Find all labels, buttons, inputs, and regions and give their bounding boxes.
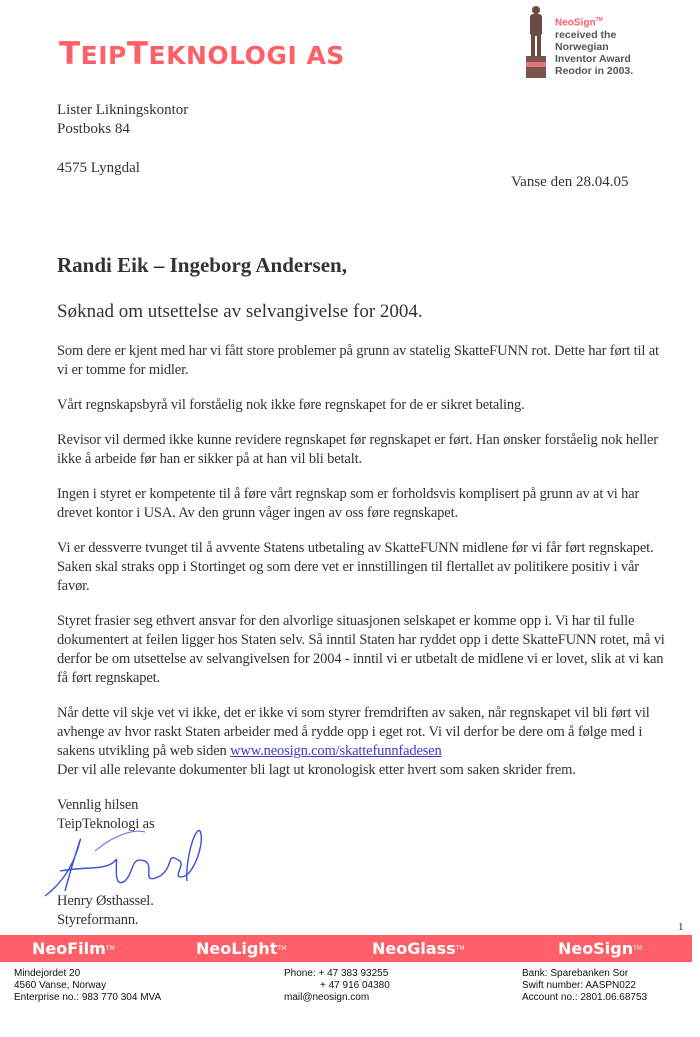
signature-icon xyxy=(35,826,667,892)
footer-line: Mindejordet 20 xyxy=(14,968,81,979)
award-line: Norwegian xyxy=(555,41,609,54)
letter-subject: Søknad om utsettelse av selvangivelse for 2004. xyxy=(57,301,423,322)
brand-neolight: NeoLight™ xyxy=(196,939,287,958)
award-badge xyxy=(524,4,633,80)
recipient-address xyxy=(57,101,188,139)
logo-text: EKNOLOGI AS xyxy=(148,41,345,70)
letter-date: Vanse den 28.04.05 xyxy=(511,174,629,190)
paragraph-with-link xyxy=(57,704,667,780)
signer-title: Styreformann. xyxy=(57,912,139,928)
paragraph: Vårt regnskapsbyrå vil forståelig nok ikke føre regnskapet for de er sikret betaling. xyxy=(57,397,525,413)
footer-line: Phone: + 47 383 93255 xyxy=(284,968,389,979)
paragraph: Som dere er kjent med har vi fått store problemer på grunn av statelig SkatteFUNN rot. Dette har ført til at vi er tomme for midler. xyxy=(57,343,659,378)
recipient-line: Lister Likningskontor xyxy=(57,102,189,118)
paragraph: Styret frasier seg ethvert ansvar for den alvorlige situasjonen selskapet er komme opp i. Vi har til fulle dokumentert at feilen ligger hos Staten selv. Så inntil Staten har ryddet opp i dette SkatteFUNN rotet, må vi derfor be om utsettelse av selvangivelsen for 2004 - inntil vi er utbetalt de midlene vi er lovet, slik at vi kan få ført regnskapet. xyxy=(57,613,665,686)
footer-contact xyxy=(284,968,390,1004)
paragraph: Revisor vil dermed ikke kunne revidere regnskapet før regnskapet er ført. Han ønsker forståelig nok heller ikke å arbeide før han er sikker på at han vil bli betalt. xyxy=(57,432,658,467)
paragraph: Ingen i styret er kompetente til å føre vårt regnskap som er forholdsvis komplisert på grunn av at vi har drevet kontor i USA. Av den grunn våger ingen av oss føre regnskapet. xyxy=(57,486,640,521)
logo-letter: T xyxy=(59,36,81,72)
greeting: Vennlig hilsen xyxy=(57,797,139,813)
website-link[interactable]: www.neosign.com/skattefunnfadesen xyxy=(230,743,442,759)
award-line: Reodor in 2003. xyxy=(555,65,634,78)
footer-email: mail@neosign.com xyxy=(284,992,370,1003)
logo-text: EIP xyxy=(80,41,127,70)
paragraph-text: Der vil alle relevante dokumenter bli lagt ut kronologisk etter hvert som saken skrider frem. xyxy=(57,762,576,778)
award-line: received the xyxy=(555,29,617,42)
letter-heading: Randi Eik – Ingeborg Andersen, xyxy=(57,253,347,277)
brand-neofilm: NeoFilm™ xyxy=(32,939,115,958)
award-line: Inventor Award xyxy=(555,53,631,66)
footer-line: Enterprise no.: 983 770 304 MVA xyxy=(14,992,162,1003)
footer-line: 4560 Vanse, Norway xyxy=(14,980,107,991)
footer-line: + 47 916 04380 xyxy=(320,980,390,991)
footer-line: Swift number: AASPN022 xyxy=(522,980,636,991)
brand-neosign: NeoSign™ xyxy=(558,939,642,958)
brand-neoglass: NeoGlass™ xyxy=(372,939,465,958)
footer-address xyxy=(14,968,161,1004)
recipient-city: 4575 Lyngdal xyxy=(57,160,140,176)
footer-bank xyxy=(522,968,647,1004)
paragraph-text: Når dette vil skje vet vi ikke, det er ikke vi som styrer fremdriften av saken, når regnskapet vil bli ført vil avhenge av hvor raskt Staten arbeider med å rydde opp i eget rot. Vi vil derfor be dere om å følge med i sakens utvikling på web siden xyxy=(57,705,650,759)
footer-line: Account no.: 2801.06.68753 xyxy=(522,992,648,1003)
page-number: 1 xyxy=(678,921,684,933)
signer xyxy=(57,892,667,930)
award-brand: NeoSign™ xyxy=(555,17,603,29)
footer-line: Bank: Sparebanken Sor xyxy=(522,968,629,979)
logo-letter: T xyxy=(126,36,149,72)
signer-name: Henry Østhassel. xyxy=(57,893,154,909)
recipient-line: Postboks 84 xyxy=(57,121,130,137)
brand-band xyxy=(0,935,692,962)
company-logo xyxy=(59,36,345,72)
signing-company: TeipTeknologi as xyxy=(57,816,155,832)
letter-body xyxy=(57,342,667,780)
statue-icon xyxy=(524,4,548,80)
letter-main xyxy=(57,342,667,930)
paragraph: Vi er dessverre tvunget til å avvente Statens utbetaling av SkatteFUNN midlene før vi får ført regnskapet. Saken skal straks opp i Stortinget og som dere vet er innstillingen til flertallet av politikere positiv i vår favør. xyxy=(57,540,654,594)
